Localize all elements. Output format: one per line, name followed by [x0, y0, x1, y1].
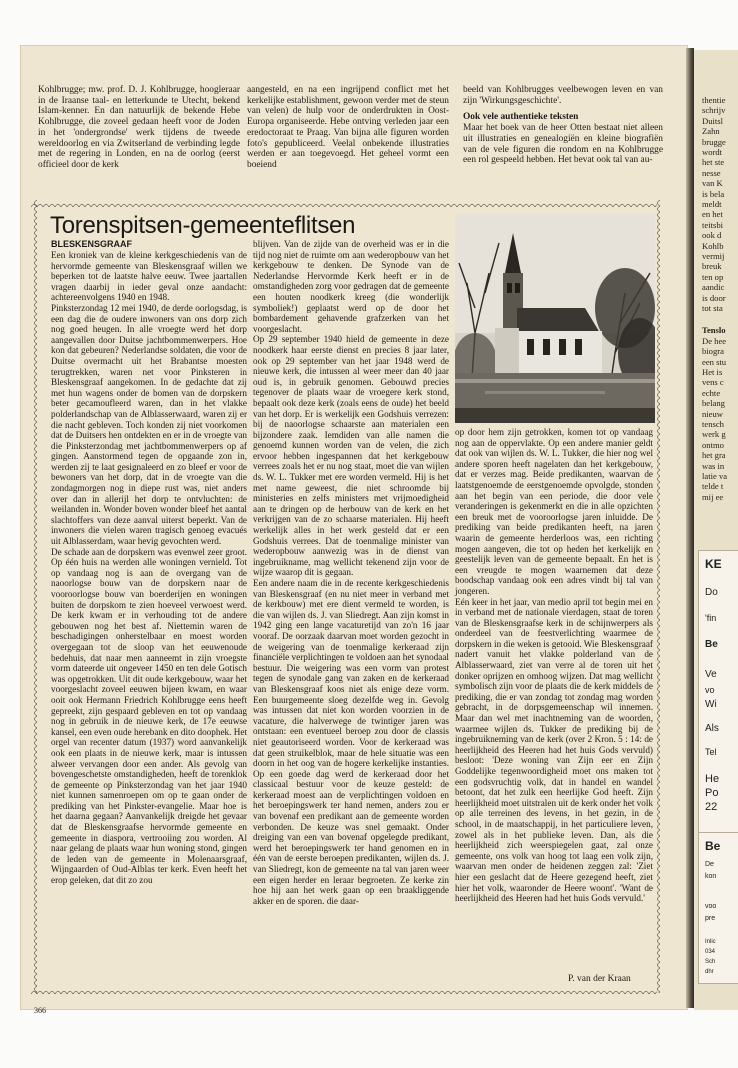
adjacent-page-fragment: Het is [702, 367, 723, 377]
article-col2-para-1: blijven. Van de zijde van de overheid was er in die tijd nog niet de ruimte om aan wederopbouw van het kerkgebouw te denken. De Synode van de Nederlandse Hervormde Kerk heeft er in de omstandigheden zorg voor gedragen dat de gemeente een houten noodkerk kreeg (die wonderlijk symboliek!) geplaatst werd op de door het bombardement gehavende grafzerken van het voorgeslacht. [253, 239, 449, 334]
article-place-heading: BLESKENSGRAAF [51, 239, 133, 249]
adjacent-page-fragment: mij ee [702, 491, 724, 502]
top-subheading: Ook vele authentieke teksten [463, 112, 579, 123]
article-col3-para-1: op door hem zijn getrokken, komen tot op vandaag nog aan de oppervlakte. Op een andere manier geldt dat ook van wijlen ds. W. L. Tukker, die hier nog wel andere sporen heeft nagelaten dan het kerkgebouw, dat er verzes mag. Beide predikanten, waarvan de laatstgenoemde de eerstgenoemde opvolgde, stonden aan het begin van een periode, die door vele veranderingen is gekenmerkt en die in alle opzichten een breuk met de vooroorlogse jaren inluidde. De prediking van beide predikanten heeft, na jaren waarin de gemeente herderloos was, een richting mogen aangeven, die tot op heden het kerkelijk en geestelijk leven van de gemeente bepaalt. En het is een vreugde te mogen waarnemen dat deze boodschap vandaag ook een adres vindt bij tal van jongeren. [455, 427, 653, 596]
adjacent-box-text: Do [705, 587, 718, 598]
adjacent-page-fragment: teitsbi [702, 219, 724, 230]
article-col1-para-1: Een kroniek van de kleine kerkgeschiedenis van de hervormde gemeente van Bleskensgraaf willen we beperken tot de laatste halve eeuw. Twee jaartallen vragen daarbij in ieder geval onze aandacht: achtereenvolgens 1940 en 1948. [51, 250, 247, 303]
adjacent-page-fragment: aandic [702, 282, 725, 293]
adjacent-box2-text: 034 [705, 949, 716, 955]
adjacent-page-info-box-2 [698, 832, 738, 984]
adjacent-box-text: Ve [705, 669, 717, 680]
adjacent-page-fragment: was in [702, 460, 725, 471]
adjacent-page-fragment: een stu [702, 356, 727, 367]
adjacent-page-fragment: breuk [702, 261, 722, 272]
adjacent-box2-text: De [705, 861, 714, 868]
adjacent-page-fragment: brugge [702, 136, 726, 147]
adjacent-page-fragment: tot sta [702, 303, 723, 313]
adjacent-page-fragment: telde t [702, 481, 724, 492]
adjacent-page-fragment: Tenslo [702, 325, 726, 336]
adjacent-page-fragment: ontmo [702, 439, 724, 450]
wavy-border-bottom [31, 988, 657, 994]
adjacent-page-fragment: belang [702, 398, 725, 409]
adjacent-page-fragment: het gra [702, 450, 726, 461]
adjacent-box2-text: dhr [705, 969, 714, 975]
adjacent-page-fragment: thentie [702, 95, 726, 105]
adjacent-page-fragment: is door [702, 292, 726, 303]
article-col3-para-2: Eén keer in het jaar, van medio april tot begin mei en in verband met de nationale vierdagen, staat de toren van de Bleskensgraafse kerk in de schijnwerpers als onderdeel van de feestverlichting waarmee de dorpskern in die weken is getooid. Wie Bleskensgraaf nadert vanuit het vlakke polderland van de Alblasserwaard, ziet van verre al de toren uit het donker oprijzen en omhoog wijzen. Dat mag wellicht symbolisch zijn voor de plaats die de kerk middels de prediking, die er van zondag tot zondag mag worden gebracht, in de dorpsgemeenschap wil innemen. Maar dan wel met inachtneming van de woorden, waarmee wijlen ds. Tukker de prediking bij de ingebruikneming van de kerk (over 2 Kron. 5 : 14: de heerlijkheid des Heeren had het huis Gods vervuld) besloot: 'Deze woning van Zijn eer en Zijn Goddelijke tegenwoordigheid moet ons maken tot een godsvruchtig volk, dat in handel en wandel betoont, dat het zulk een heerlijke God heeft. Zijn heerlijkheid moet uitstralen uit de kerk onder het volk op alle terreinen des levens, in het gezin, in de school, in de maatschappij, in het particuliere leven, zowel als in het publieke leven. Dan, als die heerlijkheid zich weerspiegelen gaat, zal onze gemeente, ons volk van hoog tot laag een volk zijn, waarvan men onder de heidenen zeggen zal: 'Ziet hier een geslacht dat de Heere gezegend heeft, ziet hier het volk, waaronder de Heere woont'. 'Want de heerlijkheid des Heeren had het huis Gods vervuld.' [455, 596, 653, 904]
article-column-3 [455, 427, 653, 904]
church-photo-illustration [455, 213, 655, 423]
adjacent-box-text: Po [705, 787, 719, 799]
article-col2-para-2: Op 29 september 1940 hield de gemeente in deze noodkerk haar eerste dienst en precies 8 jaar later, ook op 29 september van het jaar 1948 werd de nieuwe kerk, die intussen al weer meer dan 40 jaar oud is, in gebruik genomen. Gebouwd precies tegenover de plaats waar de vroegere kerk stond, bepaalt ook deze kerk (zoals eens de oude) het beeld van het dorp. Er is werkelijk een Godshuis verrezen: bij de naoorlogse schaarste aan materialen een bijzondere zaak. Iemdiden van alle namen die genoemd kunnen worden van de velen, die zich ervoor hebben ingespannen dat het kerkgebouw verrees zoals het er nu nog staat, moet die van wijlen ds. W. L. Tukker met ere worden vermeld. Hij is het met name geweest, die niet schroomde bij ministeries en zelfs ministers met vrijmoedigheid aan te dringen op de herbouw van de kerk en het verkrijgen van de zo schaarse materialen. Hij heeft werkelijk alles in het werk gesteld dat er een Godshuis verrees. Dat de toenmalige minister van wederopbouw aanwezig was in de dienst van ingebruikname, mag wellicht tekenend zijn voor de wijze waarop dit is gegaan. [253, 334, 449, 578]
adjacent-box-text: 'fin [705, 613, 717, 623]
article-title: Torenspitsen-gemeenteflitsen [50, 212, 356, 239]
wavy-border-top [31, 201, 657, 207]
adjacent-page-fragment: schrijv [702, 105, 726, 116]
adjacent-box-text: Wi [705, 699, 717, 710]
top-column-3 [463, 85, 663, 166]
article-col2-para-3: Een andere naam die in de recente kerkgeschiedenis van Bleskensgraaf (en nu niet meer in verband met de kerkbouw) met ere dient vermeld te worden, is die van wijlen ds. J. van Sliedregt. Aan zijn komst in 1942 ging een lange vacaturetijd van zo'n 16 jaar vooraf. De oorzaak daarvan moet worden gezocht in de weigering van de toenmalige kerkeraad zijn financiële verplichtingen te voldoen aan het synodaal bestuur. Die weigering was een vorm van protest tegen de synodale gang van zaken en de kerkeraad van Bleskensgraaf koos niet als enige deze vorm. Een buurgemeente sloeg dezelfde weg in. Gevolg was intussen dat niet kon worden voorzien in de vacature, die halverwege de twintiger jaren was ontstaan: een eventueel beroep zou door de classis niet geautoriseerd worden. Voor de kerkeraad was dat geen struikelblok, maar de hele situatie was een doorn in het oog van de hogere kerkelijke instanties. Op een goede dag werd de kerkeraad door het classicaal bestuur voor de keuze gesteld: de kerkeraad moest aan de verplichtingen voldoen en het beroepingswerk ter hand nemen, anders zou er van bovenaf een predikant aan de gemeente worden verbonden. De keuze was snel gemaakt. Onder dreiging van een van bovenaf opgelegde predikant, werd het beroepingswerk ter hand genomen en in één van de eerste beroepen predikanten, wijlen ds. J. van Sliedregt, kon de gemeente na tal van jaren weer een eigen herder en leraar begroeten. Ze kerke zin hoe hij aan het werk gaan op een braakliggende akker en de sporen. die daar- [253, 578, 449, 906]
adjacent-page-fragment: ten op [702, 271, 724, 282]
top-column-1-text: Kohlbrugge; mw. prof. D. J. Kohlbrugge, hoogleraar in de Iraanse taal- en letterkunde te Utecht, bekend Islam-kenner. En dan natuurlijk de bekende Hebe Kohlbrugge, die zoveel gedaan heeft voor de Joden in het 'ondergrondse' werk tijdens de tweede wereldoorlog en via Zwitserland de verbinding legde met de regering in Londen, en na de oorlog (eerst officieel door de kerk [38, 85, 240, 170]
adjacent-box-text: Tel [705, 747, 717, 757]
adjacent-page-fragment: echte [702, 387, 721, 398]
adjacent-box2-text: voo [705, 903, 717, 910]
page-gutter [686, 48, 694, 1008]
article-col1-para-2: Pinksterzondag 12 mei 1940, de derde oorlogsdag, is een dag die de oudere inwoners van ons dorp zich nog goed heugen. In alle vroegte werd het dorp aangevallen door Duitse jachtbommenwerpers. Hoe kon dat gebeuren? Nederlandse soldaten, die voor de Duitse overmacht uit het Brabantse moesten terugtrekken, waren net voor Pinksteren in Bleskensgraaf aangekomen. In de gedachte dat zij met hun wagens onder de bomen van de dorpskern beter gecamoufleerd waren, dan in het vlakke polderlandschap van de Alblasserwaard, waren zij er die nacht gebleven. Toch konden zij niet voorkomen dat de Duitsers hen ontdekten en er in de vroegte van die Pinksterzondag met jachtbommenwerpers op af gingen. Aanstormend tegen de opgaande zon in, werden zij te laat gesignaleerd en zo bleef er voor de bewoners van het dorp, dat in de vroegte van die zondagmorgen nog in diepe rust was, niet anders over dan in allerijl het dorp te ontvluchten: de weilanden in. Wonder boven wonder bleef het aantal slachtoffers van deze aanval uiterst beperkt. Van de inwoners die vielen waren tragisch genoeg evacués uit Alblasserdam, waar hevig gevochten werd. [51, 302, 247, 547]
adjacent-page-fragment: meldt [702, 199, 722, 209]
adjacent-box-text: He [705, 773, 720, 785]
top-column-2-text: aangesteld, en na een ingrijpend conflict met het kerkelijke establishment, gewoon verder met de steun van velen) de hulp voor de onderdrukten in Oost-Europa organiseerde. Hebe ontving verleden jaar een eredoctoraat te Praag. Van bijna alle figuren worden foto's gepubliceerd. Veelal onbekende illustraties werden er aan toegevoegd. Het geheel vormt een boeiend [247, 85, 449, 170]
adjacent-page-fragment: het ste [702, 157, 725, 168]
author-signature: P. van der Kraan [568, 974, 631, 984]
adjacent-box-text: KE [705, 557, 722, 571]
adjacent-box2-text: Be [705, 839, 721, 853]
adjacent-page [694, 50, 738, 1010]
adjacent-page-fragment: vens c [702, 377, 724, 388]
adjacent-page-fragment: tensch [702, 419, 724, 429]
adjacent-page-fragment: nesse [702, 167, 721, 178]
article-column-1 [51, 250, 247, 886]
adjacent-box-text: Als [705, 723, 719, 734]
adjacent-page-fragment: is bela [702, 188, 725, 199]
top-column-1 [38, 85, 240, 171]
adjacent-page-fragment: van K [702, 178, 723, 189]
wavy-border-left [31, 200, 37, 993]
adjacent-page-fragment: De hee [702, 335, 727, 346]
article-column-2 [253, 239, 449, 906]
article-col1-para-3: De schade aan de dorpskern was evenwel zeer groot. Op één huis na werden alle woningen vernield. Tot op vandaag nog is aan de overgang van de naoorlogse bouw van de dorpskern naar de vooroorlogse bouw van boerderijen en woningen buiten de dorpskom te zien hoeveel verwoest werd. De kerk kwam er in verhouding tot de andere gebouwen nog het best af. Niettemin waren de beschadigingen onherstelbaar en moest worden overgegaan tot de sloop van het eeuwenoude bedehuis, dat naar men aanneemt in zijn vroegste vorm dateerde uit ongeveer 1450 en ten dele Gotisch was opgetrokken. Uit dit oude kerkgebouw, waar het voorgeslacht zoveel eeuwen bijeen kwam, en waar ooit ook Hermann Friedrich Kohlbrugge eens heeft gepreekt, zijn gespaard gebleven en tot op vandaag nog in gebruik in de nieuwe kerk, de 17e eeuwse kansel, een even oude herebank en dito doophek. Het orgel van recenter datum (1937) word aanvankelijk ook een plaats in de nieuwe kerk, maar is intussen alweer vervangen door een ander. Als gevolg van bovengeschetste omstandigheden, heeft de torenklok de gemeente op Pinksterzondag van het jaar 1940 niet kunnen samenroepen om op te gaan onder de prediking van het Pinkster-evangelie. Maar hoe is het daarna gegaan? Aanvankelijk dreigde het gevaar dat de Bleskensgraafse hervormde gemeente en gemeente in diaspora, vertrooiing zou worden. Al naar gelang de plaats waar hun woning stond, gingen de leden van de gemeente in Molenaarsgraaf, Wijngaarden of Oud-Alblas ter kerk. Even heeft het erop geleken, dat dit zo zou [51, 546, 247, 886]
adjacent-page-fragment: en het [702, 209, 723, 220]
top-column-3-continued: Maar het boek van de heer Otten bestaat niet alleen uit illustraties en genealogiën en kleine biografiën van de vele figuren die rondom en na Kohlbrugge een rol gespeeld hebben. Het bevat ook tal van au- [463, 123, 663, 166]
adjacent-page-fragment: ook d [702, 230, 722, 241]
page-number: 366 [34, 1006, 46, 1015]
adjacent-page-fragment: biogra [702, 346, 724, 357]
adjacent-page-fragment: Kohlb [702, 240, 724, 251]
adjacent-box-text: Be [705, 639, 718, 650]
adjacent-box2-text: pre [705, 915, 716, 922]
adjacent-page-fragment: nieuw [702, 408, 724, 419]
adjacent-box2-text: Sch [705, 959, 716, 965]
adjacent-page-fragment: Zahn [702, 126, 720, 137]
adjacent-page-fragment: werk g [702, 429, 726, 440]
adjacent-box2-text: kon [705, 873, 717, 880]
church-photo [455, 213, 655, 423]
top-column-3-text: beeld van Kohlbrugges veelbewogen leven en van zijn 'Wirkungsgeschichte'. [463, 85, 663, 106]
adjacent-page-fragment: wordt [702, 147, 723, 157]
adjacent-box2-text: Inlic [705, 939, 716, 945]
adjacent-box-text: vo [705, 685, 715, 695]
adjacent-page-fragment: latie va [702, 471, 728, 481]
adjacent-page-fragment: Duitsl [702, 115, 724, 126]
adjacent-box-text: 22 [705, 801, 718, 813]
top-column-2 [247, 85, 449, 171]
adjacent-page-fragment: vermij [702, 251, 725, 261]
